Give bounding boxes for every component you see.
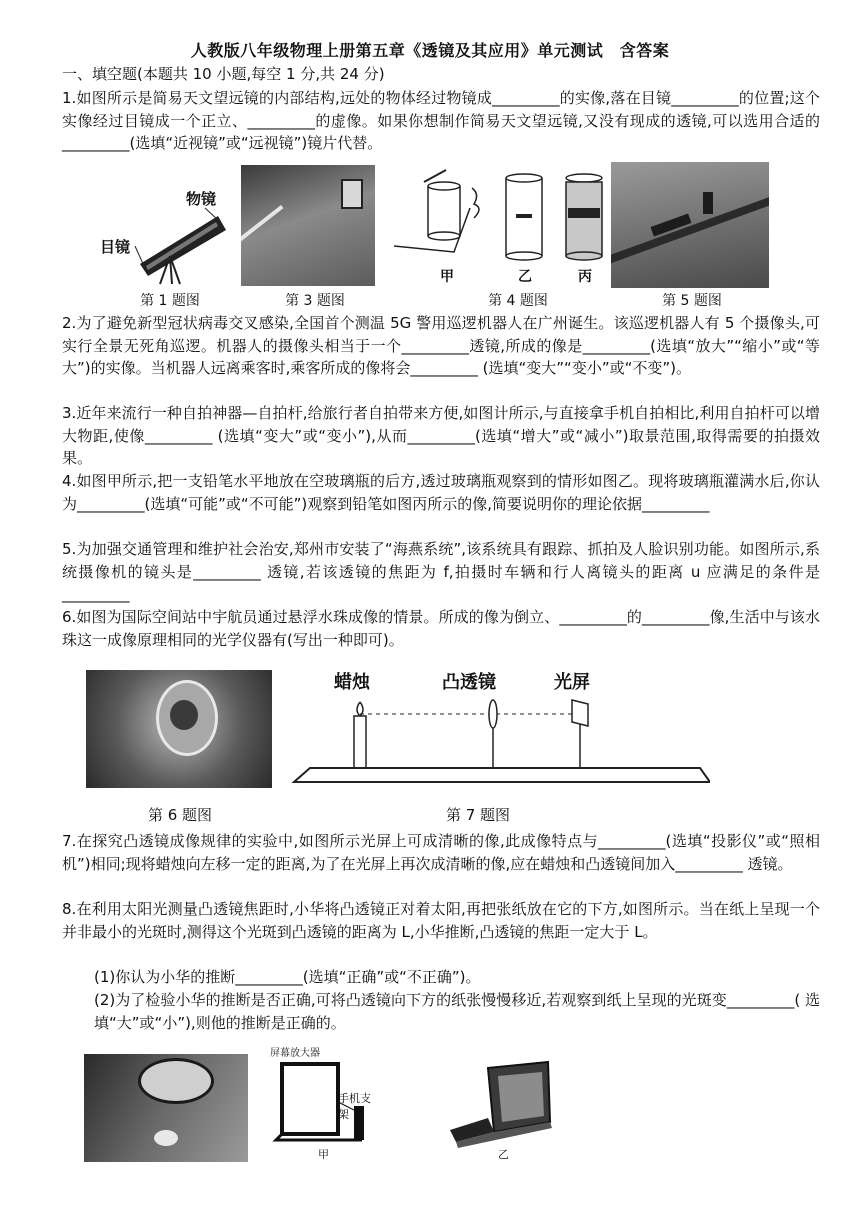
magnifier-caption-b: 乙 [498, 1148, 509, 1161]
stick-shape [241, 205, 283, 264]
phone-stand-label: 手机支架 [338, 1092, 371, 1121]
lens-shape [138, 1058, 214, 1104]
camera-shape [703, 192, 713, 214]
bottles-drawing [394, 168, 608, 286]
figure-lens-sunlight-photo [84, 1054, 248, 1162]
question-8: 8.在利用太阳光测量凸透镜焦距时,小华将凸透镜正对着太阳,再把张纸放在它的下方,如图所示。当在纸上呈现一个并非最小的光斑时,测得这个光斑到凸透镜的距离为 L,小华推断,凸透镜的焦距一定大于 L。 [62, 900, 820, 941]
figure-1-caption: 第 1 题图 [140, 293, 200, 309]
section-heading: 一、填空题(本题共 10 小题,每空 1 分,共 24 分) [62, 65, 385, 83]
question-3: 3.近年来流行一种自拍神器—自拍杆,给旅行者自拍带来方便,如图计所示,与直接拿手机自拍相比,利用自拍杆可以增大物距,使像_________ (选填“变大”或“变小”),从而_________(选填“增大”或“减小”)取景范围,取得需要的拍摄效果。 [62, 404, 820, 467]
bottle-label-a: 甲 [440, 269, 454, 285]
figure-4-caption: 第 4 题图 [488, 293, 548, 309]
question-6: 6.如图为国际空间站中宇航员通过悬浮水珠成像的情景。所成的像为倒立、_________的_________像,生活中与该水珠这一成像原理相同的光学仪器有(写出一种即可)。 [62, 608, 820, 649]
figure-selfie-stick-photo [241, 165, 375, 286]
water-drop-shape [170, 700, 198, 730]
convex-lens-label: 凸透镜 [442, 672, 496, 693]
candle-label: 蜡烛 [334, 672, 370, 693]
figure-camera-photo [611, 162, 769, 288]
phone-shape [341, 179, 363, 209]
magnifier-label: 屏幕放大器 [270, 1048, 320, 1059]
question-2: 2.为了避免新型冠状病毒交叉感染,全国首个测温 5G 警用巡逻机器人在广州诞生。该巡逻机器人有 5 个摄像头,可实行全景无死角巡逻。机器人的摄像头相当于一个_________透镜,所成的像是_________(选填“放大”“缩小”或“等大”)的实像。当机器人远离乘客时,乘客所成的像将会_________ (选填“变大”“变小”或“不变”)。 [62, 314, 820, 377]
figure-5-caption: 第 5 题图 [662, 293, 722, 309]
question-4: 4.如图甲所示,把一支铅笔水平地放在空玻璃瓶的后方,透过玻璃瓶观察到的情形如图乙。现将玻璃瓶灌满水后,你认为_________(选填“可能”或“不可能”)观察到铅笔如图丙所示的像,简要说明你的理论依据_________ [62, 472, 820, 513]
figure-bottles [394, 168, 608, 286]
objective-lens-label: 物镜 [186, 190, 217, 208]
pole-shape [611, 192, 769, 265]
screen-label: 光屏 [554, 672, 590, 693]
question-7: 7.在探究凸透镜成像规律的实验中,如图所示光屏上可成清晰的像,此成像特点与_________(选填“投影仪”或“照相机”)相同;现将蜡烛向左移一定的距离,为了在光屏上再次成清晰的像,应在蜡烛和凸透镜间加入_________ 透镜。 [62, 832, 820, 873]
page-title: 人教版八年级物理上册第五章《透镜及其应用》单元测试 含答案 [190, 41, 670, 60]
light-spot-shape [154, 1130, 178, 1146]
figure-optical-bench [290, 664, 710, 794]
figure-screen-magnifier-in-use [444, 1060, 560, 1162]
question-8-part-2: (2)为了检验小华的推断是否正确,可将凸透镜向下方的纸张慢慢移近,若观察到纸上呈现的光斑变_________( 选填“大”或“小”),则他的推断是正确的。 [94, 991, 820, 1032]
magnifier-caption-a: 甲 [318, 1148, 329, 1161]
eyepiece-label: 目镜 [100, 238, 131, 256]
question-8-part-1: (1)你认为小华的推断_________(选填“正确”或“不正确”)。 [94, 968, 481, 986]
figure-telescope [100, 186, 240, 286]
figure-screen-magnifier [270, 1044, 380, 1162]
figure-7-caption: 第 7 题图 [445, 806, 511, 824]
figure-6-caption: 第 6 题图 [147, 806, 213, 824]
figure-astronaut-photo [86, 670, 272, 788]
question-5: 5.为加强交通管理和维护社会治安,郑州市安装了“海燕系统”,该系统具有跟踪、抓拍及人脸识别功能。如图所示,系统摄像机的镜头是_________ 透镜,若该透镜的焦距为 f,拍摄时车辆和行人离镜头的距离 u 应满足的条件是_________ [62, 540, 820, 603]
question-1: 1.如图所示是简易天文望远镜的内部结构,远处的物体经过物镜成_________的实像,落在目镜_________的位置;这个实像经过目镜成一个正立、_________的虚像。如果你想制作简易天文望远镜,又没有现成的透镜,可以选用合适的_________(选填“近视镜”或“远视镜”)镜片代替。 [62, 89, 820, 152]
bottle-label-c: 丙 [578, 269, 592, 285]
figure-3-caption: 第 3 题图 [285, 293, 345, 309]
bottle-label-b: 乙 [518, 269, 532, 285]
